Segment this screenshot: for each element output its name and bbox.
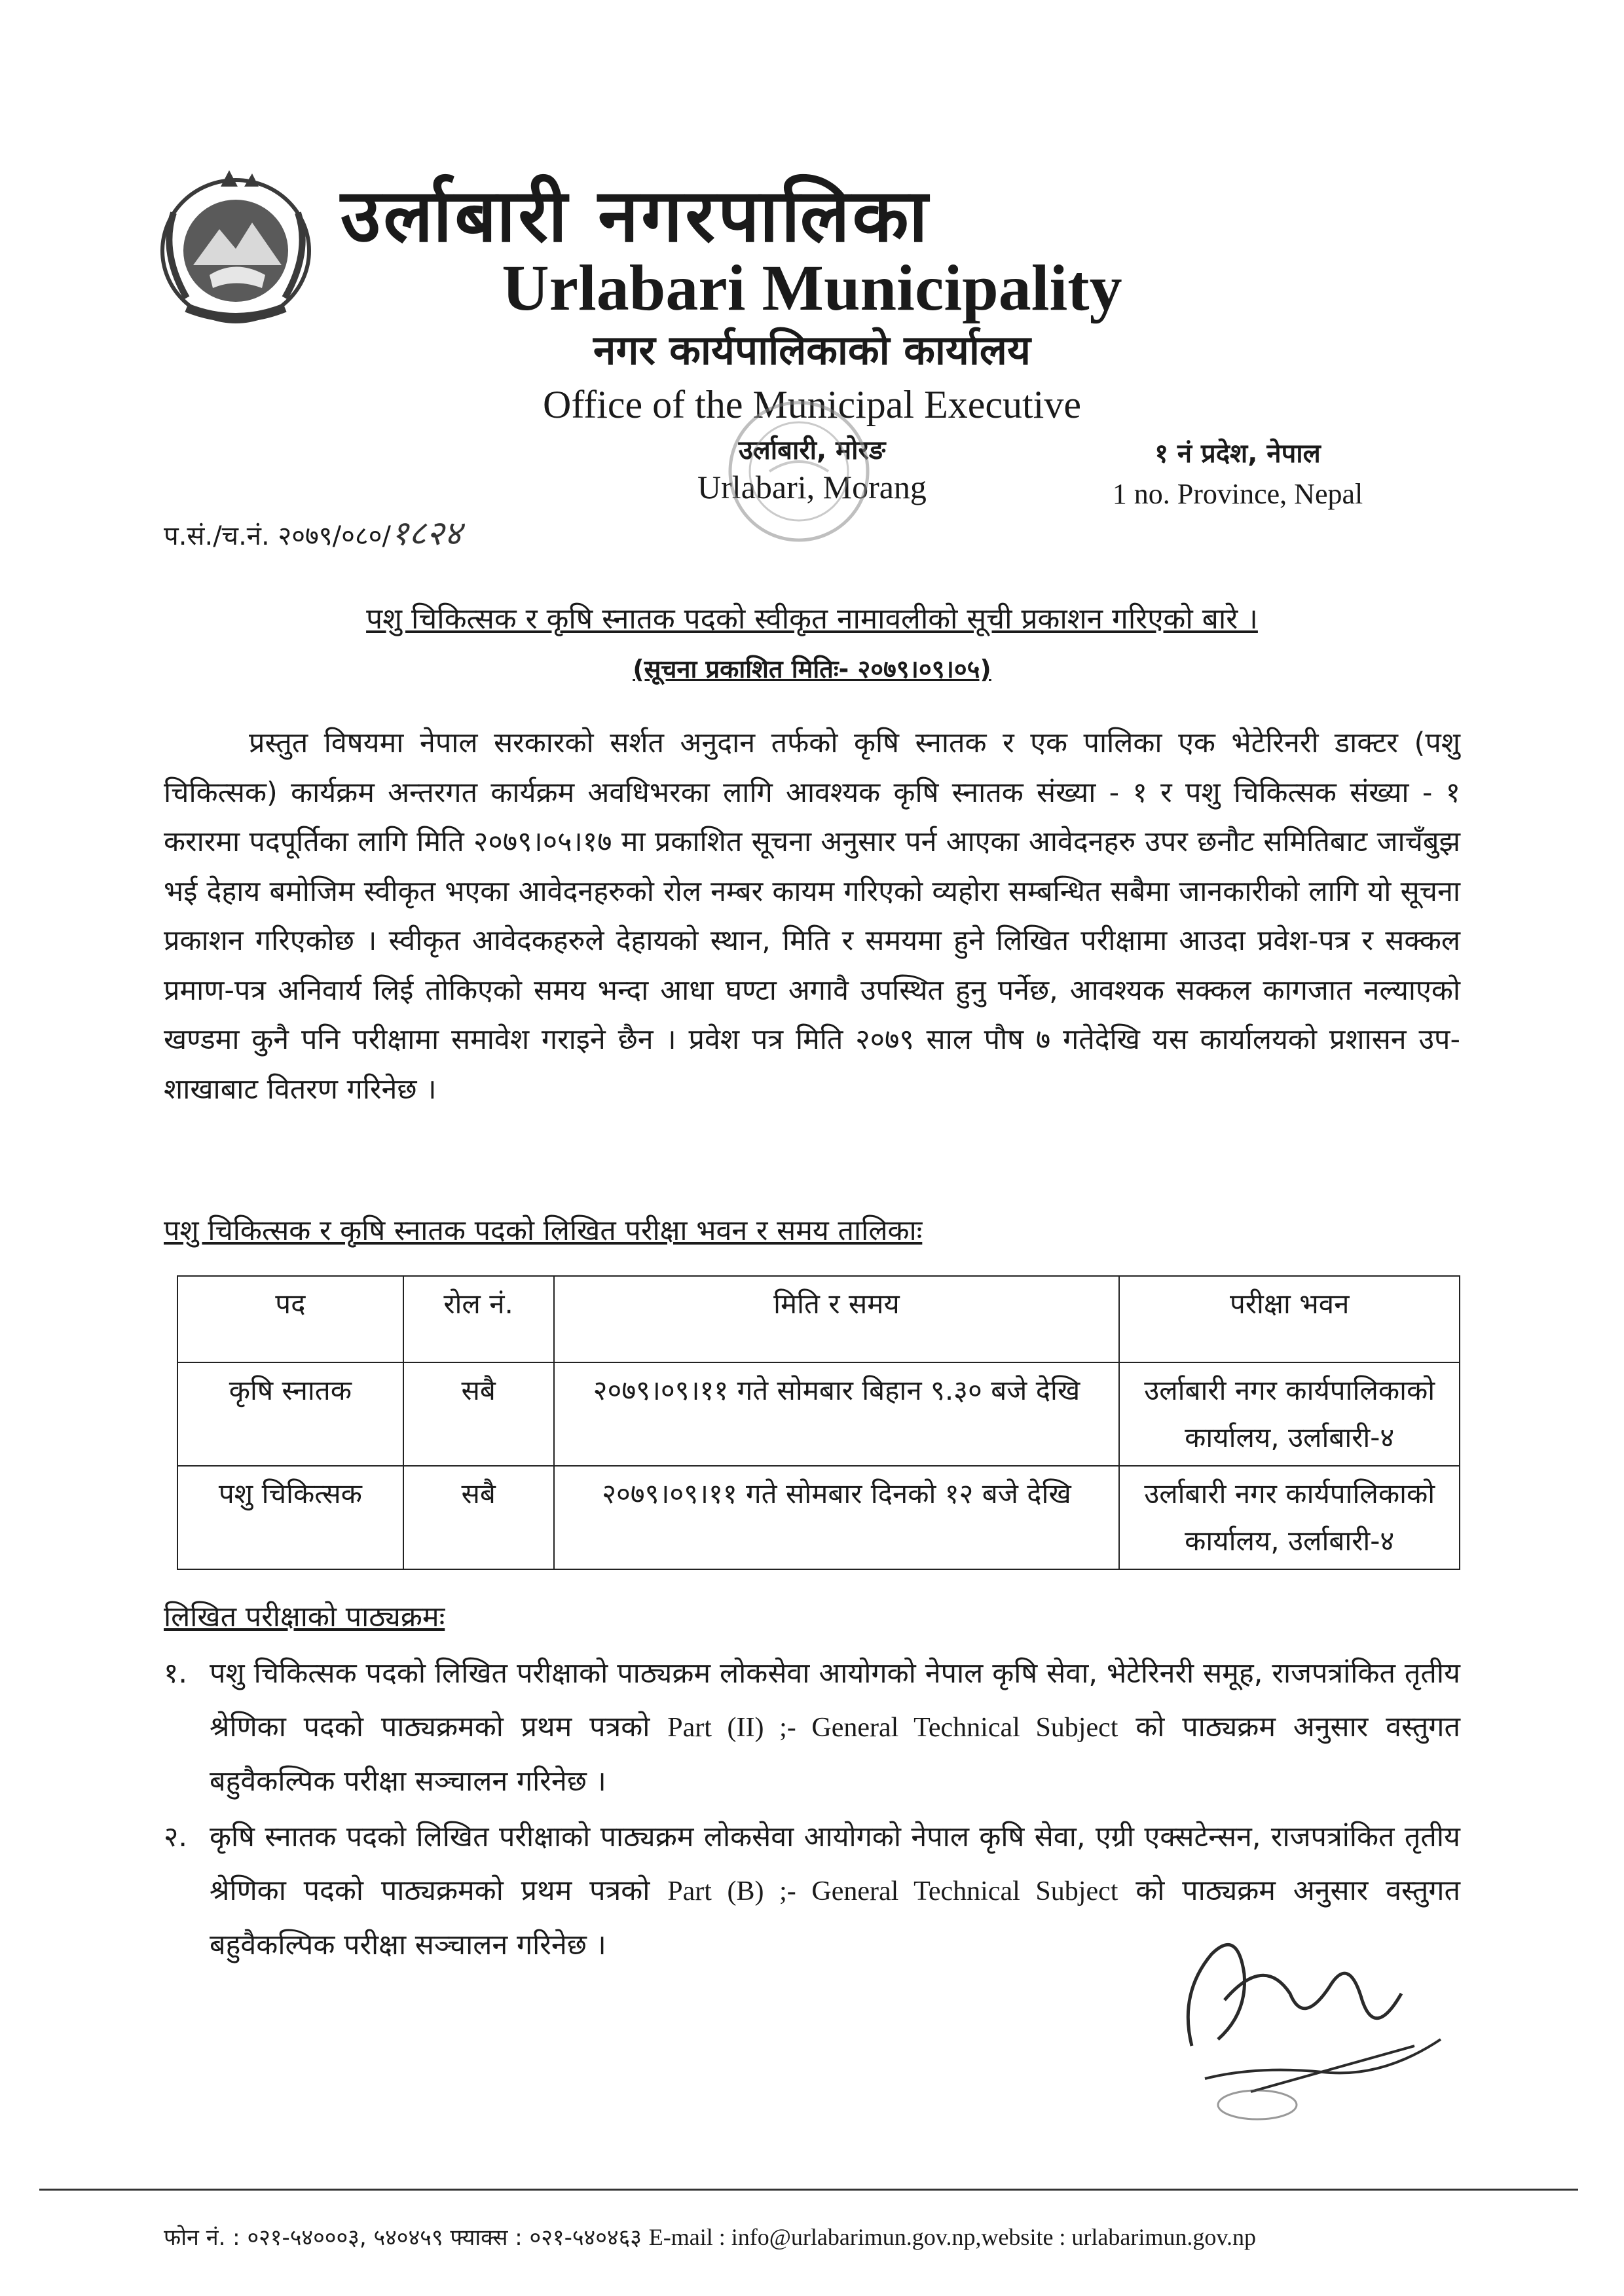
footer-phone: फोन नं. : ०२१-५४०००३, ५४०४५९ फ्याक्स : ०२१-५४०४६३ <box>164 2225 642 2251</box>
table-cell: सबै <box>403 1362 554 1466</box>
table-cell: उर्लाबारी नगर कार्यपालिकाको कार्यालय, उर्लाबारी-४ <box>1119 1362 1460 1466</box>
handwritten-signature <box>1166 1915 1532 2138</box>
address-english: Urlabari, Morang <box>697 469 927 505</box>
column-header: रोल नं. <box>403 1276 554 1362</box>
province-english: 1 no. Province, Nepal <box>1112 478 1363 510</box>
reference-number <box>164 514 462 556</box>
reference-handwritten: १८२४ <box>390 514 462 553</box>
table-row <box>177 1362 1460 1466</box>
footer-email-website: E-mail : info@urlabarimun.gov.np,website : urlabarimun.gov.np <box>648 2224 1257 2250</box>
syllabus-item <box>164 1647 1460 1808</box>
table-row <box>177 1466 1460 1569</box>
reference-printed: प.सं./च.नं. २०७९/०८०/ <box>164 521 391 551</box>
table-cell: कृषि स्नातक <box>177 1362 403 1466</box>
exam-table-heading: पशु चिकित्सक र कृषि स्नातक पदको लिखित परीक्षा भवन र समय तालिकाः <box>164 1214 923 1247</box>
exam-schedule-table <box>177 1275 1460 1570</box>
syllabus-item-text: पशु चिकित्सक पदको लिखित परीक्षाको पाठ्यक्रम लोकसेवा आयोगको नेपाल कृषि सेवा, भेटेरिनरी समूह, राजपत्रांकित तृतीय श्रेणिका पदको पाठ्यक्रमको प्रथम पत्रको Part (II) ;- General Technical Subject को पाठ्यक्रम अनुसार वस्तुगत बहुवैकल्पिक परीक्षा सञ्चालन गरिनेछ । <box>210 1657 1461 1798</box>
province-nepali: १ नं प्रदेश, नेपाल <box>1154 439 1321 469</box>
municipality-name-nepali: उर्लाबारी नगरपालिका <box>341 173 931 259</box>
office-stamp <box>707 393 891 550</box>
table-header-row <box>177 1276 1460 1362</box>
office-name-english: Office of the Municipal Executive <box>543 383 1081 426</box>
table-cell: पशु चिकित्सक <box>177 1466 403 1569</box>
table-cell: २०७९।०९।११ गते सोमबार बिहान ९.३० बजे देखि <box>554 1362 1120 1466</box>
footer-contact <box>164 2221 1539 2254</box>
syllabus-heading: लिखित परीक्षाको पाठ्यक्रमः <box>164 1601 445 1633</box>
address-nepali: उर्लाबारी, मोरङ <box>738 435 886 465</box>
municipality-name-english: Urlabari Municipality <box>502 251 1122 324</box>
column-header: मिति र समय <box>554 1276 1120 1362</box>
table-cell: सबै <box>403 1466 554 1569</box>
office-name-nepali: नगर कार्यपालिकाको कार्यालय <box>593 326 1031 374</box>
footer-divider <box>39 2189 1578 2191</box>
syllabus-item-text: कृषि स्नातक पदको लिखित परीक्षाको पाठ्यक्रम लोकसेवा आयोगको नेपाल कृषि सेवा, एग्री एक्सटेन्सन, राजपत्रांकित तृतीय श्रेणिका पदको पाठ्यक्रमको प्रथम पत्रको Part (B) ;- General Technical Subject को पाठ्यक्रम अनुसार वस्तुगत बहुवैकल्पिक परीक्षा सञ्चालन गरिनेछ । <box>210 1821 1460 1961</box>
syllabus-item-number: २. <box>164 1821 188 1853</box>
column-header: पद <box>177 1276 403 1362</box>
published-date: (सूचना प्रकाशित मितिः- २०७९।०९।०५) <box>633 655 991 683</box>
municipal-emblem <box>147 167 324 331</box>
column-header: परीक्षा भवन <box>1119 1276 1460 1362</box>
notice-subject: पशु चिकित्सक र कृषि स्नातक पदको स्वीकृत नामावलीको सूची प्रकाशन गरिएको बारे । <box>366 602 1258 636</box>
body-paragraph: प्रस्तुत विषयमा नेपाल सरकारको सर्शत अनुदान तर्फको कृषि स्नातक र एक पालिका एक भेटेरिनरी डाक्टर (पशु चिकित्सक) कार्यक्रम अन्तरगत कार्यक्रम अवधिभरका लागि आवश्यक कृषि स्नातक संख्या - १ र पशु चिकित्सक संख्या - १ करारमा पदपूर्तिका लागि मिति २०७९।०५।१७ मा प्रकाशित सूचना अनुसार पर्न आएका आवेदनहरु उपर छनौट समितिबाट जाचँबुझ भई देहाय बमोजिम स्वीकृत भएका आवेदनहरुको रोल नम्बर कायम गरिएको व्यहोरा सम्बन्धित सबैमा जानकारीको लागि यो सूचना प्रकाशन गरिएकोछ । स्वीकृत आवेदकहरुले देहायको स्थान, मिति र समयमा हुने लिखित परीक्षामा आउदा प्रवेश-पत्र र सक्कल प्रमाण-पत्र अनिवार्य लिई तोकिएको समय भन्दा आधा घण्टा अगावै उपस्थित हुनु पर्नेछ, आवश्यक सक्कल कागजात नल्याएको खण्डमा कुनै पनि परीक्षामा समावेश गराइने छैन । प्रवेश पत्र मिति २०७९ साल पौष ७ गतेदेखि यस कार्यालयको प्रशासन उप-शाखाबाट वितरण गरिनेछ । <box>164 727 1460 1106</box>
syllabus-item-number: १. <box>164 1657 188 1690</box>
table-cell: उर्लाबारी नगर कार्यपालिकाको कार्यालय, उर्लाबारी-४ <box>1119 1466 1460 1569</box>
table-cell: २०७९।०९।११ गते सोमबार दिनको १२ बजे देखि <box>554 1466 1120 1569</box>
